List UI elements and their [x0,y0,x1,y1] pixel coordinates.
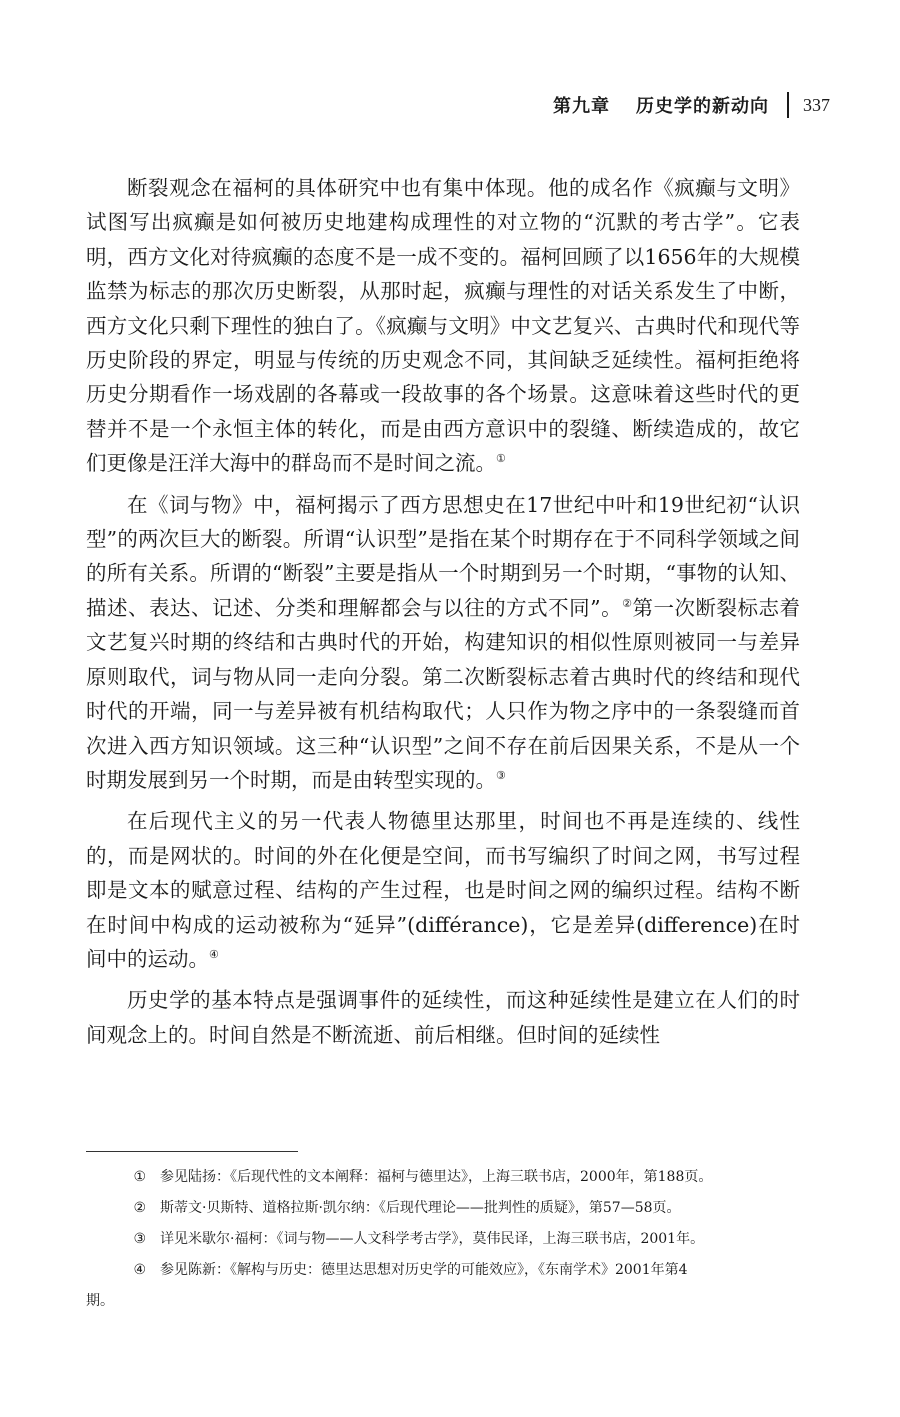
footnote-continuation: 期。 [86,1293,114,1309]
chapter-title: 历史学的新动向 [636,96,769,117]
footnote-ref[interactable]: ① [496,452,506,466]
paragraph [86,171,800,481]
paragraph [86,804,800,976]
footnote-ref[interactable]: ④ [209,948,219,962]
footnote-ref[interactable]: ③ [496,769,506,783]
page-number: 337 [803,94,830,115]
header-divider [787,92,789,118]
footnote-text: 详见米歇尔·福柯：《词与物——人文科学考古学》，莫伟民译，上海三联书店，2001年。 [160,1231,705,1247]
main-text [86,171,800,1059]
footnote-text: 斯蒂文·贝斯特、道格拉斯·凯尔纳：《后现代理论——批判性的质疑》，第57—58页。 [160,1200,681,1216]
paragraph [86,983,800,1052]
footnote-mark: ③ [133,1231,146,1247]
footnote-mark: ① [133,1169,146,1185]
footnote-mark: ② [133,1200,146,1216]
footnote-ref[interactable]: ② [622,597,633,611]
footnote [86,1162,800,1193]
paragraph-text: 历史学的基本特点是强调事件的延续性，而这种延续性是建立在人们的时间观念上的。时间自然是不断流逝、前后相继。但时间的延续性 [86,988,800,1047]
footnote [86,1255,800,1286]
footnote-text: 参见陈新：《解构与历史：德里达思想对历史学的可能效应》，《东南学术》2001年第4 [160,1262,688,1278]
footnote-separator [86,1151,298,1152]
paragraph-text: 断裂观念在福柯的具体研究中也有集中体现。他的成名作《疯癫与文明》试图写出疯癫是如何被历史地建构成理性的对立物的“沉默的考古学”。它表明，西方文化对待疯癫的态度不是一成不变的。福柯回顾了以1656年的大规模监禁为标志的那次历史断裂，从那时起，疯癫与理性的对话关系发生了中断，西方文化只剩下理性的独白了。《疯癫与文明》中文艺复兴、古典时代和现代等历史阶段的界定，明显与传统的历史观念不同，其间缺乏延续性。福柯拒绝将历史分期看作一场戏剧的各幕或一段故事的各个场景。这意味着这些时代的更替并不是一个永恒主体的转化，而是由西方意识中的裂缝、断续造成的，故它们更像是汪洋大海中的群岛而不是时间之流。 [86,176,800,476]
footnote [86,1224,800,1255]
paragraph-text: 在后现代主义的另一代表人物德里达那里，时间也不再是连续的、线性的，而是网状的。时间的外在化便是空间，而书写编织了时间之网，书写过程即是文本的赋意过程、结构的产生过程，也是时间之网的编织过程。结构不断在时间中构成的运动被称为“延异”(différance)，它是差异(difference)在时间中的运动。 [86,809,800,971]
footnotes [86,1162,800,1317]
paragraph-text: 在《词与物》中，福柯揭示了西方思想史在17世纪中叶和19世纪初“认识型”的两次巨大的断裂。所谓“认识型”是指在某个时期存在于不同科学领域之间的所有关系。所谓的“断裂”主要是指从一个时期到另一个时期，“事物的认知、描述、表达、记述、分类和理解都会与以往的方式不同”。 [86,492,800,620]
chapter-label: 第九章 [553,96,610,117]
running-header [553,92,830,118]
footnote [86,1193,800,1224]
footnote-text: 参见陆扬：《后现代性的文本阐释：福柯与德里达》，上海三联书店，2000年，第188页。 [160,1169,713,1185]
paragraph-text: 第一次断裂标志着文艺复兴时期的终结和古典时代的开始，构建知识的相似性原则被同一与差异原则取代，词与物从同一走向分裂。第二次断裂标志着古典时代的终结和现代时代的开端，同一与差异被有机结构取代；人只作为物之序中的一条裂缝而首次进入西方知识领域。这三种“认识型”之间不存在前后因果关系，不是从一个时期发展到另一个时期，而是由转型实现的。 [86,595,800,792]
footnote-mark: ④ [133,1262,146,1278]
paragraph [86,488,800,798]
